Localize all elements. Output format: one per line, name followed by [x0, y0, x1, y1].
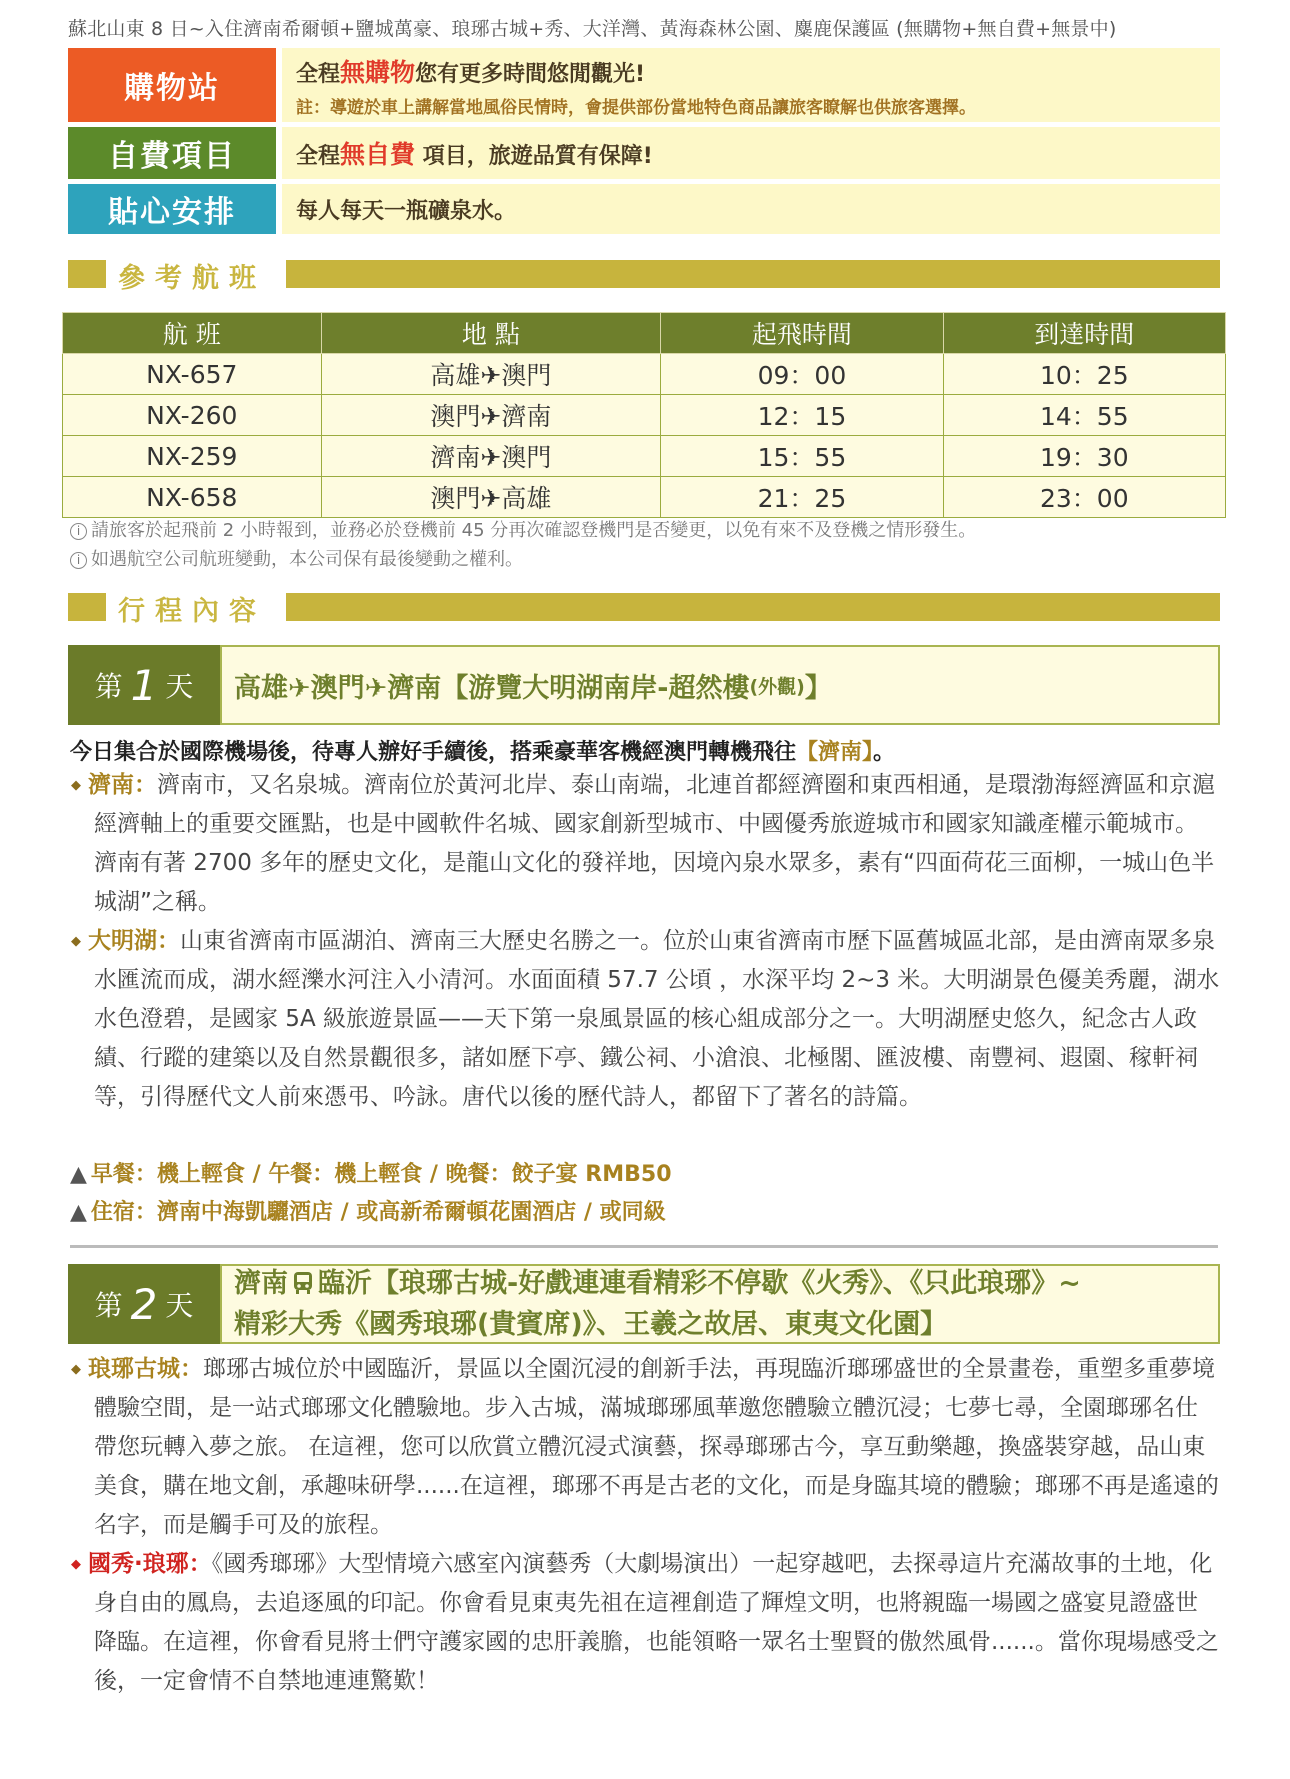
trip-title: 蘇北山東 8 日~入住濟南希爾頓+鹽城萬豪、琅琊古城+秀、大洋灣、黃海森林公園、麋鹿保護區 (無購物+無自費+無景中) — [68, 18, 1117, 40]
table-row — [63, 436, 1226, 477]
day1-badge: 第 1 天 — [68, 645, 220, 725]
flights-header-row — [63, 313, 1226, 354]
optional-row — [68, 127, 1220, 179]
flight-note-1: i 請旅客於起飛前 2 小時報到，並務必於登機前 45 分再次確認登機門是否變更，以免有來不及登機之情形發生。 — [70, 516, 976, 542]
day1-jinan-paragraph: ◆ 濟南：濟南市，又名泉城。濟南位於黃河北岸、泰山南端，北連首都經濟圈和東西相通，是環渤海經濟區和京滬經濟軸上的重要交匯點，也是中國軟件名城、國家創新型城市、中國優秀旅遊城市和國家知識產權示範城市。濟南有著 2700 多年的歷史文化，是龍山文化的發祥地，因境內泉水眾多，素有“四面荷花三面柳，一城山色半城湖”之稱。 — [68, 766, 1220, 922]
day1-header — [68, 645, 1220, 725]
flights-section-title: 參考航班 — [118, 263, 266, 294]
shopping-row — [68, 48, 1220, 122]
shopping-main: 全程無購物您有更多時間悠閒觀光! — [296, 57, 646, 87]
itinerary-section-header — [68, 589, 1220, 625]
col-arrival: 到達時間 — [943, 313, 1225, 354]
shopping-label: 購物站 — [68, 48, 276, 122]
flights-section-header — [68, 256, 1220, 292]
col-route: 地 點 — [321, 313, 661, 354]
care-label: 貼心安排 — [68, 184, 276, 234]
flight-number: NX-657 — [63, 354, 322, 395]
section-square — [68, 593, 106, 621]
flight-route: 濟南✈澳門 — [321, 436, 661, 477]
col-departure: 起飛時間 — [661, 313, 943, 354]
flight-arrival: 19：30 — [943, 436, 1225, 477]
section-line — [286, 260, 1220, 288]
diamond-bullet-icon: ◆ — [71, 1557, 81, 1572]
info-icon: i — [70, 552, 87, 569]
triangle-icon: ▲ — [70, 1162, 87, 1187]
flight-number: NX-259 — [63, 436, 322, 477]
optional-label: 自費項目 — [68, 127, 276, 179]
table-row — [63, 395, 1226, 436]
day1-meals: ▲ 早餐：機上輕食 / 午餐：機上輕食 / 晚餐：餃子宴 RMB50 — [70, 1162, 672, 1187]
day1-lead: 今日集合於國際機場後，待專人辦好手續後，搭乘豪華客機經澳門轉機飛往【濟南】。 — [70, 740, 896, 765]
care-text: 每人每天一瓶礦泉水。 — [296, 198, 517, 224]
shopping-note: 註：導遊於車上講解當地風俗民情時，會提供部份當地特色商品讓旅客瞭解也供旅客選擇。 — [296, 97, 976, 118]
col-flight: 航 班 — [63, 313, 322, 354]
flight-route: 澳門✈高雄 — [321, 477, 661, 518]
flight-note-2: i 如遇航空公司航班變動，本公司保有最後變動之權利。 — [70, 545, 523, 571]
diamond-bullet-icon: ◆ — [71, 934, 81, 949]
diamond-bullet-icon: ◆ — [71, 1362, 81, 1377]
optional-main: 全程無自費 項目，旅遊品質有保障! — [296, 140, 653, 169]
care-body — [282, 184, 1220, 234]
flight-departure: 21：25 — [661, 477, 943, 518]
table-row — [63, 354, 1226, 395]
triangle-icon: ▲ — [70, 1200, 87, 1225]
day1-hotel: ▲ 住宿：濟南中海凱驪酒店 / 或高新希爾頓花園酒店 / 或同級 — [70, 1200, 666, 1225]
table-row — [63, 477, 1226, 518]
info-icon: i — [70, 523, 87, 540]
flight-arrival: 10：25 — [943, 354, 1225, 395]
day2-title: 濟南 臨沂【琅琊古城-好戲連連看精彩不停歇《火秀》、《只此琅琊》~ 精彩大秀《國秀琅琊(貴賓席)》、王羲之故居、東夷文化園】 — [220, 1264, 1220, 1344]
diamond-bullet-icon: ◆ — [71, 778, 81, 793]
flight-number: NX-260 — [63, 395, 322, 436]
day1-title: 高雄✈澳門✈濟南【游覽大明湖南岸-超然樓 (外觀) 】 — [220, 645, 1220, 725]
care-row — [68, 184, 1220, 234]
optional-body — [282, 127, 1220, 179]
section-line — [286, 593, 1220, 621]
flight-arrival: 14：55 — [943, 395, 1225, 436]
day2-show-paragraph: ◆ 國秀·琅琊：《國秀瑯琊》大型情境六感室內演藝秀（大劇場演出）一起穿越吧，去探尋這片充滿故事的土地，化身自由的鳳鳥，去追逐風的印記。你會看見東夷先祖在這裡創造了輝煌文明，也將親臨一場國之盛宴見證盛世降臨。在這裡，你會看見將士們守護家國的忠肝義膽，也能領略一眾名士聖賢的傲然風骨......。當你現場感受之後，一定會情不自禁地連連驚歎！ — [68, 1545, 1220, 1701]
day-divider — [70, 1245, 1218, 1248]
section-square — [68, 260, 106, 288]
day2-badge: 第 2 天 — [68, 1264, 220, 1344]
flight-route: 高雄✈澳門 — [321, 354, 661, 395]
day2-langya-paragraph: ◆ 琅琊古城：瑯琊古城位於中國臨沂，景區以全園沉浸的創新手法，再現臨沂瑯琊盛世的全景畫卷，重塑多重夢境體驗空間，是一站式瑯琊文化體驗地。步入古城，滿城瑯琊風華邀您體驗立體沉浸；七夢七尋，全園瑯琊名仕帶您玩轉入夢之旅。 在這裡，您可以欣賞立體沉浸式演藝，探尋瑯琊古今，享互動樂趣，換盛裝穿越，品山東美食，購在地文創，承趣味研學......在這裡，瑯琊不再是古老的文化，而是身臨其境的體驗；瑯琊不再是遙遠的名字，而是觸手可及的旅程。 — [68, 1350, 1220, 1545]
flight-departure: 12：15 — [661, 395, 943, 436]
bus-icon — [292, 1268, 314, 1306]
flight-departure: 09：00 — [661, 354, 943, 395]
itinerary-section-title: 行程內容 — [118, 596, 266, 627]
flight-departure: 15：55 — [661, 436, 943, 477]
day2-header — [68, 1264, 1220, 1344]
flights-table — [62, 312, 1226, 518]
flight-route: 澳門✈濟南 — [321, 395, 661, 436]
flight-arrival: 23：00 — [943, 477, 1225, 518]
day1-daming-lake-paragraph: ◆ 大明湖：山東省濟南市區湖泊、濟南三大歷史名勝之一。位於山東省濟南市歷下區舊城區北部，是由濟南眾多泉水匯流而成，湖水經濼水河注入小清河。水面面積 57.7 公頃 ，水深平均 2~3 米。大明湖景色優美秀麗，湖水水色澄碧，是國家 5A 級旅遊景區——天下第一泉風景區的核心組成部分之一。大明湖歷史悠久，紀念古人政績、行蹤的建築以及自然景觀很多，諸如歷下亭、鐵公祠、小滄浪、北極閣、匯波樓、南豐祠、遐園、稼軒祠等，引得歷代文人前來憑弔、吟詠。唐代以後的歷代詩人，都留下了著名的詩篇。 — [68, 922, 1220, 1117]
flight-number: NX-658 — [63, 477, 322, 518]
shopping-body — [282, 48, 1220, 122]
